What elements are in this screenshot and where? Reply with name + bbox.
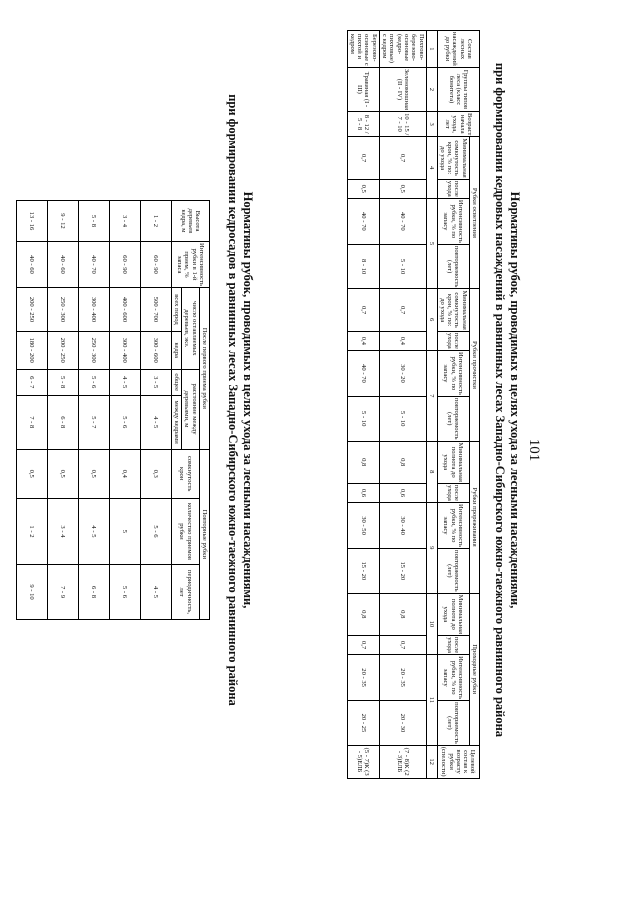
group-osvetlenie: Рубки осветления	[469, 137, 479, 289]
cell: 5 - 10	[379, 396, 426, 441]
cell-intensity: 60 - 90	[109, 242, 140, 288]
cell: 0,8	[379, 441, 426, 483]
sub-period: периодичность, лет	[171, 565, 199, 620]
cell: 0,5	[379, 179, 426, 198]
cell: 20 - 30	[379, 701, 426, 746]
cell: 0,7	[347, 289, 379, 331]
cell: 0,5	[16, 449, 47, 498]
num-2: 2	[426, 67, 437, 111]
h-posle-prohod: после ухода	[437, 635, 469, 654]
table-row	[78, 201, 109, 620]
sub-dist: расстояние между деревьями, м	[182, 369, 200, 449]
cell-intensity: 60 - 90	[140, 242, 171, 288]
cell: 5 - 6	[78, 369, 109, 395]
cell: 0,8	[347, 593, 379, 635]
cell: 5 - 6	[109, 565, 140, 620]
cell: 40 - 70	[347, 350, 379, 396]
cell-intensity: 40 - 70	[78, 242, 109, 288]
cell-state: Пихтово-березово-осиновые (кедро-пихтовые) с кедром	[379, 31, 426, 68]
h-min-pol-prohod: Минимальная полнота до ухода	[437, 593, 469, 635]
table-row	[140, 201, 171, 620]
cell: 6 - 8	[47, 395, 78, 449]
cell: 4 - 5	[140, 395, 171, 449]
table-row	[109, 201, 140, 620]
cell: 6 - 8	[78, 565, 109, 620]
h-int-prored: Интенсивность рубки, % по запасу	[437, 503, 469, 549]
cell: 6 - 7	[16, 369, 47, 395]
cell: 5 - 10	[347, 396, 379, 441]
cell: 5 - 7	[78, 395, 109, 449]
num-11: 11	[426, 655, 437, 746]
cell: 300 - 400	[78, 288, 109, 332]
group-prorezhivanie: Рубки прореживания	[469, 441, 479, 593]
num-4: 4	[426, 137, 437, 199]
cell-intensity: 40 - 60	[16, 242, 47, 288]
table-row	[347, 31, 379, 779]
cell: 0,7	[379, 635, 426, 654]
h-posle-proch: после ухода	[437, 331, 469, 350]
cell-height: 13 - 16	[16, 201, 47, 242]
table2-title-line1: Нормативы рубок, проводимых в целях ухода за лесными насаждениями,	[241, 191, 255, 609]
cell: 0,7	[379, 289, 426, 331]
table-row	[47, 201, 78, 620]
cell: 3 - 4	[47, 498, 78, 564]
group-after-first: После первого приема рубки	[199, 288, 209, 450]
h-int-proch: Интенсивность рубки, % по запасу	[437, 350, 469, 396]
sub-count: число оставляемых деревьев, экз.	[182, 288, 200, 370]
num-6: 6	[426, 289, 437, 351]
num-7: 7	[426, 350, 437, 441]
cell-height: 3 - 4	[109, 201, 140, 242]
cell-height: 9 - 12	[47, 201, 78, 242]
num-3: 3	[426, 112, 437, 137]
cell: 30 - 40	[379, 503, 426, 549]
cell: 0,5	[47, 449, 78, 498]
h-povt-osv: повторяемость (лет)	[437, 244, 469, 289]
sub-count-rep: количество приемов рубки	[171, 498, 199, 564]
cell: 0,5	[78, 449, 109, 498]
col-height: Высота деревьев кедра, м	[171, 201, 209, 242]
cell-group: Травяная (I - III)	[347, 67, 379, 111]
h-min-sov-proch: Минимальная сомкнутость крон, % по: до ухода	[438, 290, 468, 330]
cell: 20 - 35	[379, 655, 426, 701]
col-intensity: Интенсивность рубки в 1-й прием, % запаса	[171, 242, 209, 288]
sub-count-kedr: кедра	[171, 331, 181, 369]
cell: 5 - 8	[47, 369, 78, 395]
cell: 5	[109, 498, 140, 564]
cell: 0,8	[379, 593, 426, 635]
cell: 0,8	[347, 441, 379, 483]
cell-target: (5 - 7)К (3 - 5)ЕЛБ	[347, 745, 379, 778]
cell: 4 - 5	[109, 369, 140, 395]
sub-count-all: всех пород	[171, 288, 181, 332]
num-1: 1	[426, 31, 437, 68]
kedr-norms-table	[347, 30, 480, 779]
cell-group: Зеленомошная (II - IV)	[379, 67, 426, 111]
table1-title-line2: при формировании кедровых насаждений в равнинных лесах Западно-Сибирского южно-таежного равнинного района	[493, 62, 507, 738]
cell: 30 - 50	[347, 503, 379, 549]
cell: 4 - 5	[140, 565, 171, 620]
cell: 250 - 300	[47, 288, 78, 332]
cell: 300 - 400	[109, 331, 140, 369]
h-povt-prohod: повторяемость (лет)	[437, 701, 469, 746]
cell: 200 - 250	[47, 331, 78, 369]
cell: 30 - 20	[379, 350, 426, 396]
num-12: 12	[426, 745, 437, 778]
table1-title-line1: Нормативы рубок, проводимых в целях ухода за лесными насаждениями,	[508, 191, 522, 609]
num-9: 9	[426, 503, 437, 594]
cell: 9 - 10	[16, 565, 47, 620]
h-povt-proch: повторяемость (лет)	[437, 396, 469, 441]
group-repeat: Повторные рубки	[199, 449, 209, 619]
cell-height: 1 - 2	[140, 201, 171, 242]
num-5: 5	[426, 198, 437, 289]
cell: 180 - 200	[16, 331, 47, 369]
cell-age: 8 - 12 / 5 - 8	[347, 112, 379, 137]
num-8: 8	[426, 441, 437, 503]
cell: 0,6	[379, 483, 426, 502]
cell: 8 - 10	[347, 244, 379, 289]
cell: 0,4	[347, 331, 379, 350]
cell: 300 - 600	[140, 331, 171, 369]
col-group: Группы типов леса (класс бонитета)	[437, 67, 479, 111]
cell: 40 - 70	[379, 198, 426, 244]
cell: 7 - 8	[16, 395, 47, 449]
cell: 0,3	[140, 449, 171, 498]
cell: 7 - 9	[47, 565, 78, 620]
cell: 0,6	[347, 483, 379, 502]
cell: 5 - 10	[379, 244, 426, 289]
sub-dist-kedr: между кедрами	[171, 395, 181, 449]
cell: 500 - 700	[140, 288, 171, 332]
h-int-osv: Интенсивность рубки, % по запасу	[437, 198, 469, 244]
sub-dist-all: общее	[171, 369, 181, 395]
cell-age: 10 - 15 / 7 - 10	[379, 112, 426, 137]
num-10: 10	[426, 593, 437, 655]
cell: 40 - 70	[347, 198, 379, 244]
cell: 0,7	[347, 635, 379, 654]
cell: 15 - 20	[347, 549, 379, 594]
page-number: 101	[526, 438, 542, 462]
cell: 4 - 5	[78, 498, 109, 564]
cell: 0,4	[379, 331, 426, 350]
h-min-sov-osv: Минимальная сомкнутость крон, % по: до ухода	[438, 138, 468, 178]
cell: 0,7	[347, 137, 379, 179]
cell: 0,4	[109, 449, 140, 498]
cell-intensity: 40 - 60	[47, 242, 78, 288]
col-target: Целевой состав к возрасту рубки (спелости)	[437, 745, 479, 778]
table-row	[379, 31, 426, 779]
cell: 250 - 300	[78, 331, 109, 369]
cell: 0,5	[347, 179, 379, 198]
cell: 20 - 35	[347, 655, 379, 701]
h-posle-osv: после ухода	[437, 179, 469, 198]
cell: 3 - 5	[140, 369, 171, 395]
h-povt-prored: повторяемость (лет)	[437, 549, 469, 594]
cell: 5 - 6	[140, 498, 171, 564]
cell: 200 - 250	[16, 288, 47, 332]
col-state: Состав лесных насаждений до рубки	[437, 31, 479, 68]
cell-target: (7 - 8)К (2 - 3)ЕЛБ	[379, 745, 426, 778]
cell: 0,7	[379, 137, 426, 179]
cell-height: 5 - 8	[78, 201, 109, 242]
group-prohodnye: Проходные рубки	[469, 593, 479, 745]
h-posle-prored: после ухода	[437, 483, 469, 502]
h-min-pol-prored: Минимальная полнота до ухода	[437, 441, 469, 483]
group-prochistka: Рубки прочистки	[469, 289, 479, 441]
table2-title-line2: при формировании кедросадов в равнинных лесах Западно-Сибирского южно-таежного равнинного района	[226, 94, 240, 706]
cell-state: Березово-осиновые с пихтой и кедром	[347, 31, 379, 68]
cell: 5 - 6	[109, 395, 140, 449]
cell: 1 - 2	[16, 498, 47, 564]
cell: 400 - 600	[109, 288, 140, 332]
cell: 20 - 25	[347, 701, 379, 746]
kedrosad-norms-table	[16, 200, 210, 620]
table-row	[16, 201, 47, 620]
sub-density: сомкнутость крон	[171, 449, 199, 498]
cell: 15 - 20	[379, 549, 426, 594]
col-age: Возраст начала ухода, лет	[437, 112, 479, 137]
h-int-prohod: Интенсивность рубки, % по запасу	[437, 655, 469, 701]
